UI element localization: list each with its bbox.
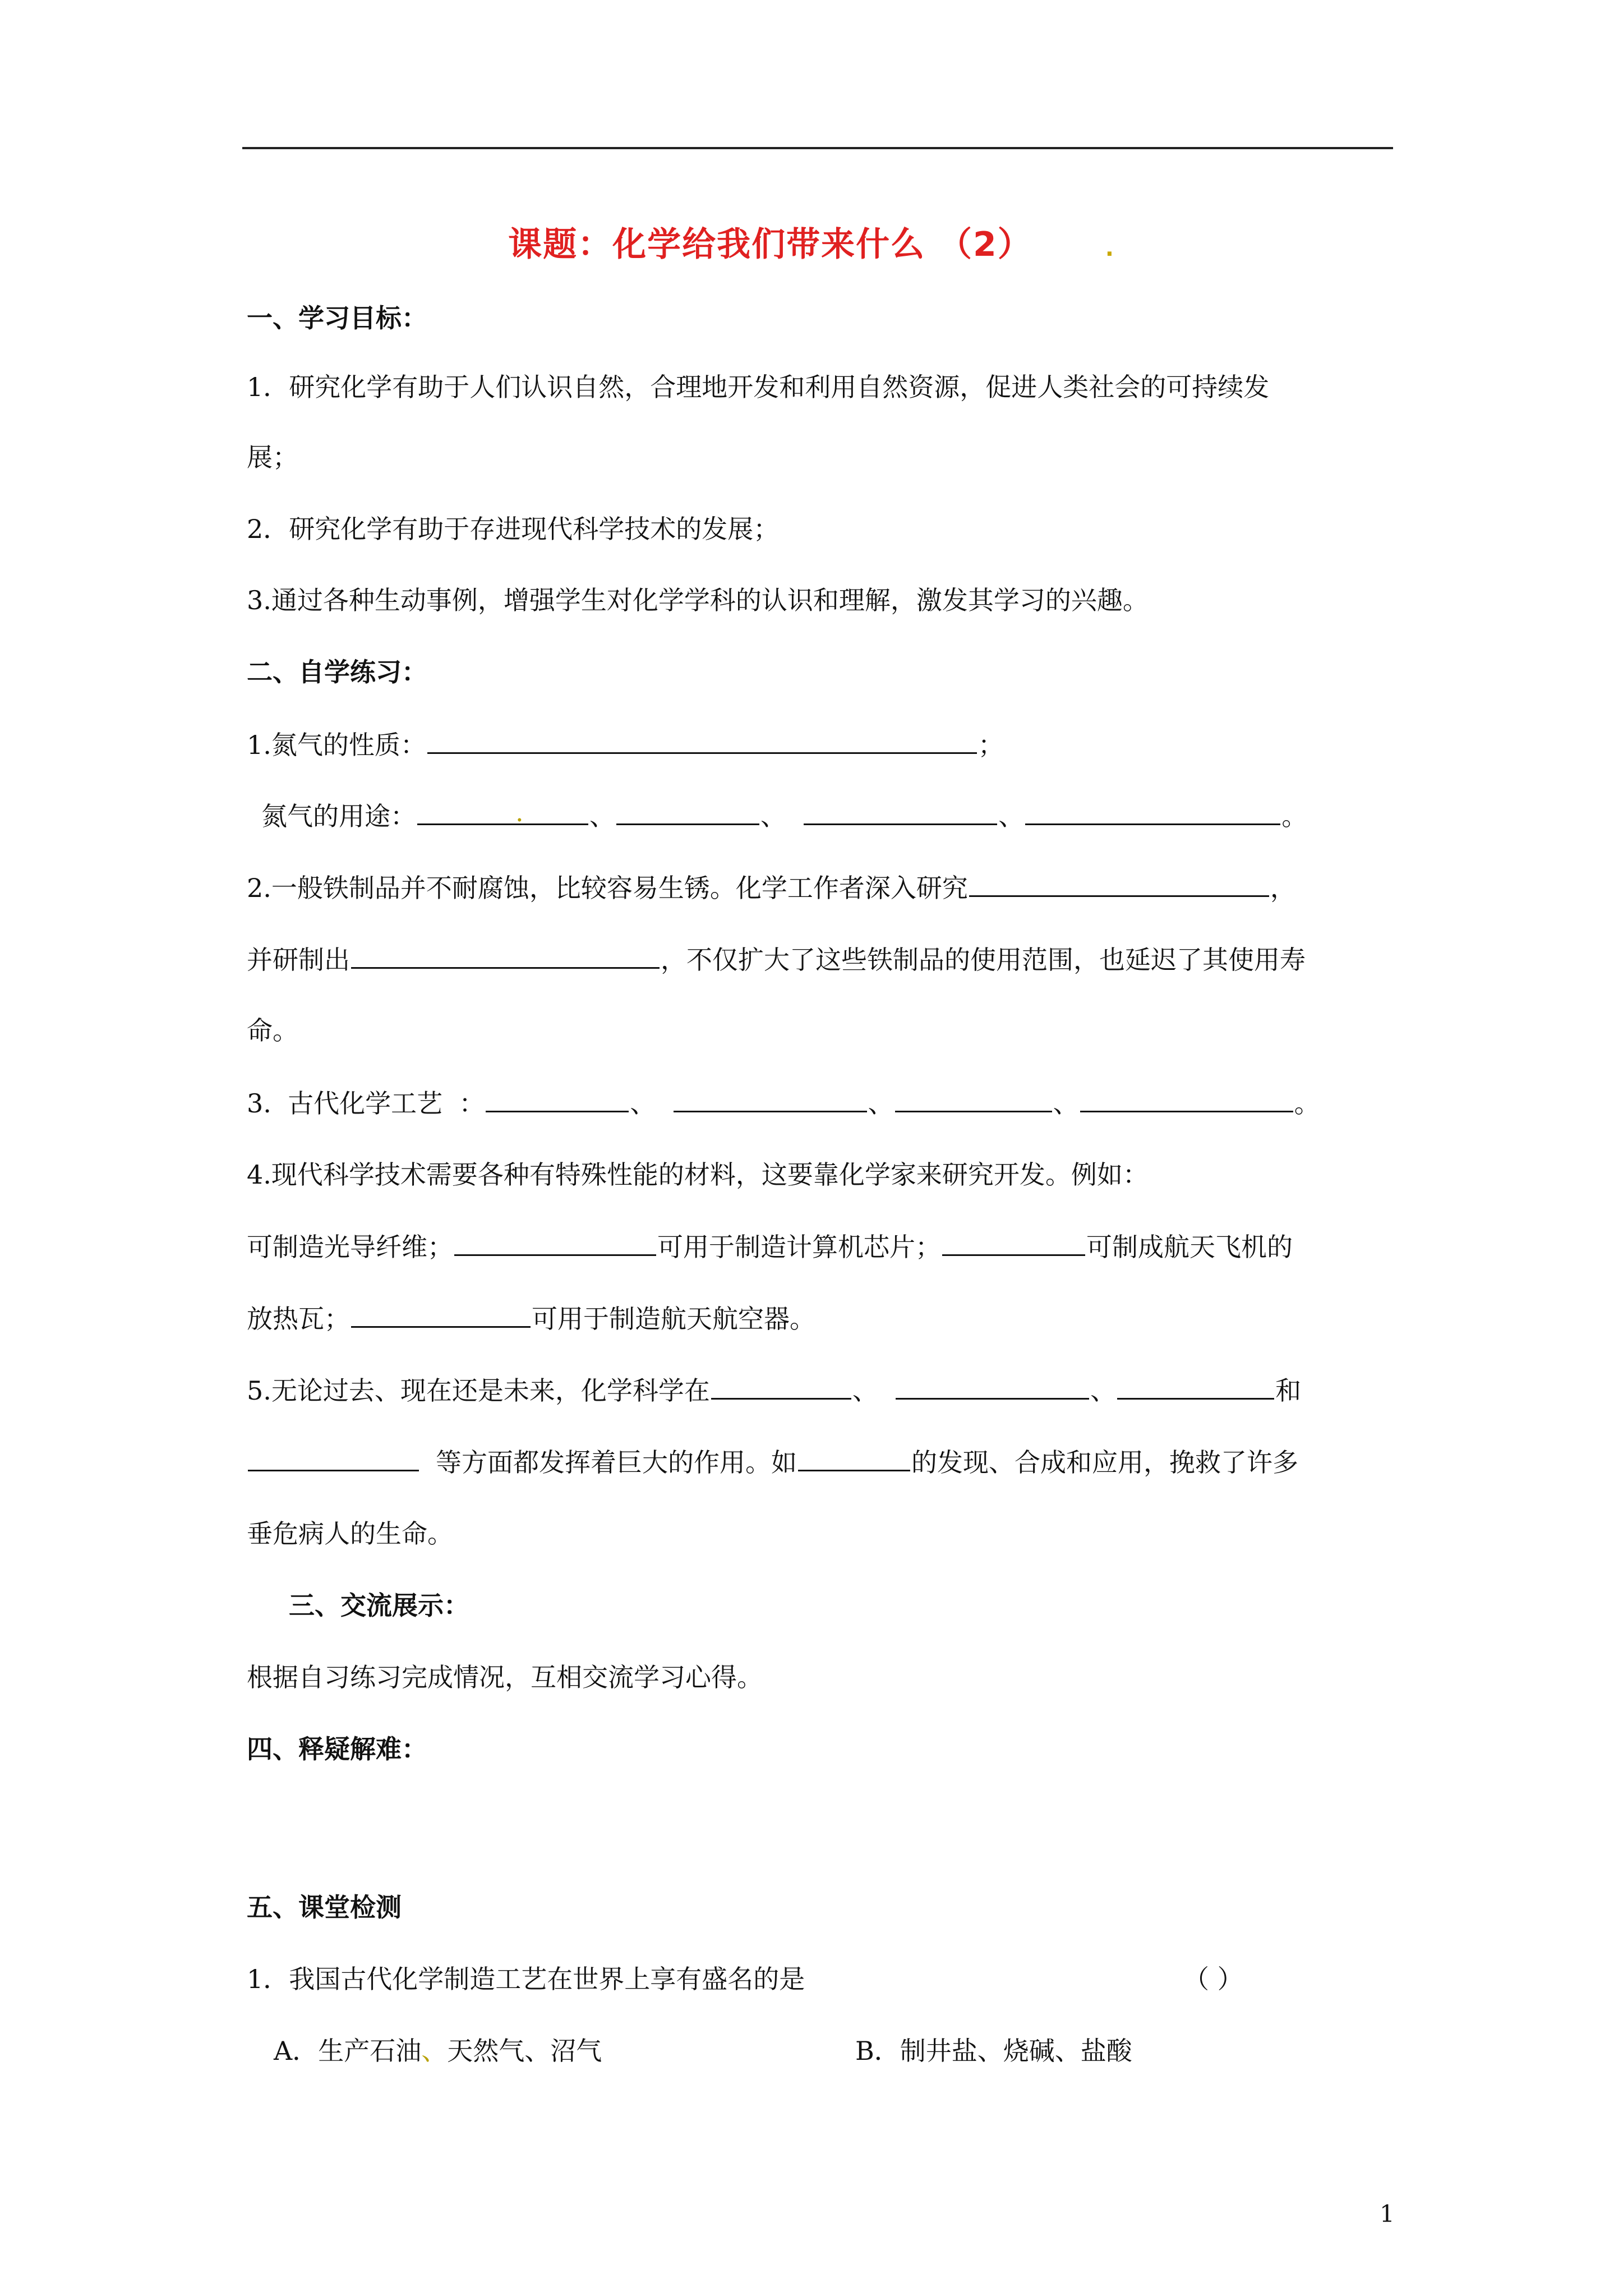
- q3-label: 3. 古代化学工艺 ：: [247, 1088, 485, 1119]
- sep: 、: [630, 1088, 656, 1119]
- blank-nitrogen-use-3[interactable]: [804, 799, 997, 825]
- check-q1: 1．我国古代化学制造工艺在世界上享有盛名的是: [247, 1964, 805, 1994]
- blank-nitrogen-use-4[interactable]: [1025, 799, 1280, 825]
- q4b-text-1: 可制造光导纤维；: [247, 1232, 453, 1262]
- q5a-text: 5.无论过去、现在还是未来，化学科学在: [247, 1375, 710, 1406]
- check-q1-answer-paren[interactable]: （ ）: [1183, 1964, 1243, 1994]
- q4b-text-2: 可用于制造计算机芯片；: [657, 1232, 941, 1262]
- q4b-text-3: 可制成航天飞机的: [1086, 1232, 1293, 1262]
- exercise-q5a: [247, 1373, 1301, 1407]
- q4c-text-2: 可用于制造航天航空器。: [532, 1304, 815, 1334]
- section-heading-check: 五、课堂检测: [247, 1892, 402, 1922]
- sep: 、: [852, 1375, 878, 1406]
- blank-field-2[interactable]: [896, 1373, 1089, 1400]
- blank-iron-product[interactable]: [351, 942, 660, 969]
- section-heading-qa: 四、释疑解难：: [247, 1734, 427, 1764]
- blank-craft-3[interactable]: [895, 1086, 1052, 1112]
- exercise-q1a: [247, 728, 1004, 762]
- blank-material-3[interactable]: [942, 1230, 1085, 1256]
- blank-material-4[interactable]: [351, 1301, 531, 1328]
- exercise-q1b: [261, 799, 1307, 833]
- sep: 、: [1053, 1088, 1079, 1119]
- blank-nitrogen-use-2[interactable]: [616, 799, 759, 825]
- blank-field-3[interactable]: [1117, 1373, 1274, 1400]
- exercise-q4b: [247, 1230, 1293, 1264]
- option-a-text-2: 天然气、沼气: [447, 2036, 602, 2066]
- page-number: 1: [1380, 2200, 1395, 2228]
- sep: 、: [998, 801, 1025, 831]
- blank-nitrogen-property[interactable]: [427, 728, 977, 754]
- goal-3: 3.通过各种生动事例，增强学生对化学学科的认识和理解，激发其学习的兴趣。: [247, 585, 1149, 615]
- goal-2: 2．研究化学有助于存进现代科学技术的发展；: [247, 514, 780, 544]
- q2a-text: 2.一般铁制品并不耐腐蚀，比较容易生锈。化学工作者深入研究: [247, 873, 968, 903]
- exercise-q2a: [247, 871, 1296, 905]
- q1b-dot: .: [515, 797, 524, 827]
- option-a-sep: 、: [421, 2036, 448, 2066]
- sep: 、: [868, 1088, 894, 1119]
- blank-medicine[interactable]: [798, 1445, 910, 1471]
- q5b-text-2: 的发现、合成和应用，挽救了许多: [911, 1447, 1298, 1478]
- q4c-text-1: 放热瓦；: [247, 1304, 350, 1334]
- sep: 、: [1090, 1375, 1117, 1406]
- blank-field-4[interactable]: [248, 1445, 419, 1471]
- end-mark: 。: [1294, 1088, 1320, 1119]
- header-rule: [242, 147, 1393, 149]
- q2a-end: ，: [1270, 873, 1296, 903]
- section-heading-goals: 一、学习目标：: [247, 303, 427, 333]
- title-mark: .: [1105, 236, 1115, 261]
- blank-iron-research[interactable]: [969, 871, 1269, 897]
- blank-field-1[interactable]: [711, 1373, 851, 1400]
- end-mark: 。: [1281, 801, 1308, 831]
- section-heading-exchange: 三、交流展示：: [289, 1590, 469, 1621]
- sep: 、: [760, 801, 786, 831]
- goal-1a: 1．研究化学有助于人们认识自然，合理地开发和利用自然资源，促进人类社会的可持续发: [247, 372, 1270, 402]
- section-heading-self-study: 二、自学练习：: [247, 657, 427, 687]
- blank-material-2[interactable]: [454, 1230, 656, 1256]
- exercise-q4a: 4.现代科学技术需要各种有特殊性能的材料，这要靠化学家来研究开发。例如：: [247, 1159, 1149, 1190]
- q1a-end: ；: [978, 730, 1004, 760]
- goal-1b: 展；: [247, 442, 298, 472]
- exercise-q4c: [247, 1301, 815, 1336]
- sep: 、: [589, 801, 615, 831]
- q1b-label: 氮气的用途：: [261, 801, 416, 831]
- option-a-text-1: A．生产石油: [274, 2036, 422, 2066]
- exercise-q2c: 命。: [247, 1015, 298, 1046]
- q2b-text: ，不仅扩大了这些铁制品的使用范围，也延迟了其使用寿: [661, 945, 1306, 975]
- blank-nitrogen-use-1[interactable]: [417, 799, 588, 825]
- check-option-b[interactable]: B．制井盐、烧碱、盐酸: [855, 2036, 1132, 2066]
- blank-craft-2[interactable]: [674, 1086, 867, 1112]
- exercise-q2b: [247, 942, 1306, 977]
- q2b-label: 并研制出: [247, 945, 350, 975]
- blank-craft-4[interactable]: [1080, 1086, 1293, 1112]
- page-title: [0, 218, 1623, 266]
- exchange-text: 根据自习练习完成情况，互相交流学习心得。: [247, 1662, 763, 1692]
- q5b-text-1: 等方面都发挥着巨大的作用。如: [436, 1447, 797, 1478]
- q1a-label: 1.氮气的性质：: [247, 730, 426, 760]
- check-option-a[interactable]: [274, 2034, 602, 2068]
- blank-craft-1[interactable]: [486, 1086, 629, 1112]
- title-text: 课题：化学给我们带来什么 （2）: [508, 225, 1032, 264]
- exercise-q5c: 垂危病人的生命。: [247, 1519, 453, 1549]
- exercise-q5b: [247, 1445, 1298, 1479]
- exercise-q3: [247, 1086, 1320, 1120]
- q5a-and: 和: [1275, 1375, 1302, 1406]
